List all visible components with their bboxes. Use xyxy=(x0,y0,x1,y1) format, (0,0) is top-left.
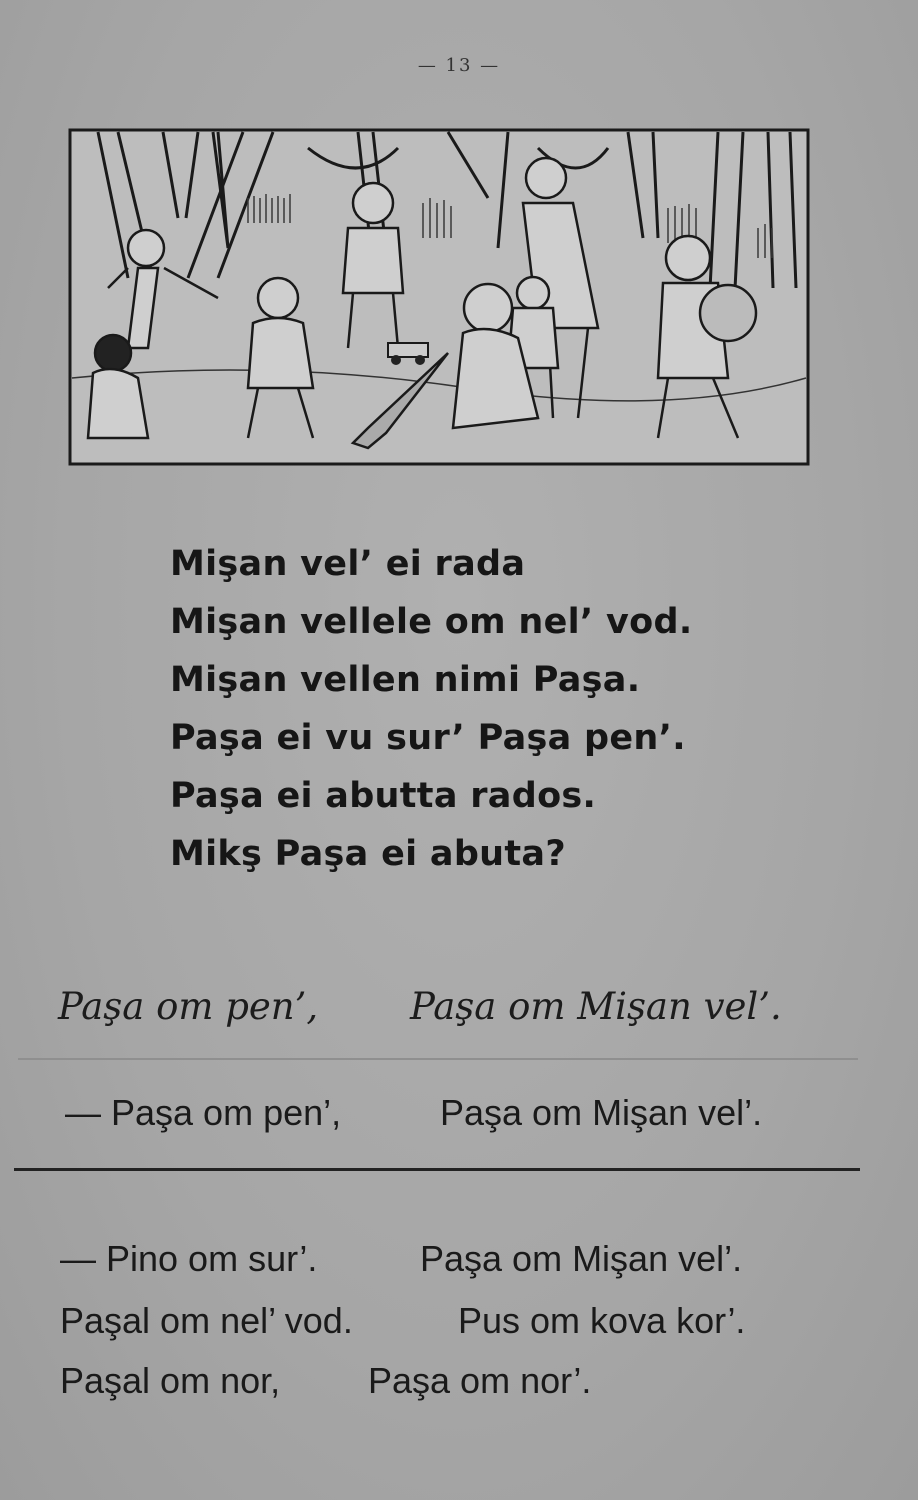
bleed-through-text xyxy=(700,620,713,666)
print-practice-right: Paşa om Mişan vel’. xyxy=(440,1092,763,1133)
poem-line: Paşa ei abutta rados. xyxy=(170,776,597,816)
poem-line: Mişan vellen nimi Paşa. xyxy=(170,660,641,700)
bottom-line-right: Paşa om Mişan vel’. xyxy=(420,1238,743,1279)
bottom-line-left: — Pino om sur’. xyxy=(60,1238,318,1279)
bottom-line-left: Paşal om nor, xyxy=(60,1360,281,1401)
poem-line: Mişan vel’ ei rada xyxy=(170,544,526,584)
bottom-line-right: Pus om kova kor’. xyxy=(458,1300,746,1341)
poem-line: Mikş Paşa ei abuta? xyxy=(170,834,566,874)
poem-line: Paşa ei vu sur’ Paşa pen’. xyxy=(170,718,686,758)
section-divider xyxy=(14,1168,860,1171)
children-playing-in-forest-illustration xyxy=(68,128,810,468)
poem-block xyxy=(170,535,692,883)
bottom-line-left: Paşal om nel’ vod. xyxy=(60,1300,353,1341)
bottom-line-right: Paşa om nor’. xyxy=(368,1360,592,1401)
script-practice-left: Paşa om pen’, xyxy=(58,985,319,1028)
page-number: — 13 — xyxy=(417,55,501,76)
poem-line: Mişan vellele om nel’ vod. xyxy=(170,602,693,642)
print-practice-left: — Paşa om pen’, xyxy=(65,1092,342,1133)
script-practice-right: Paşa om Mişan vel’. xyxy=(410,985,782,1028)
writing-guide-line xyxy=(18,1058,858,1060)
